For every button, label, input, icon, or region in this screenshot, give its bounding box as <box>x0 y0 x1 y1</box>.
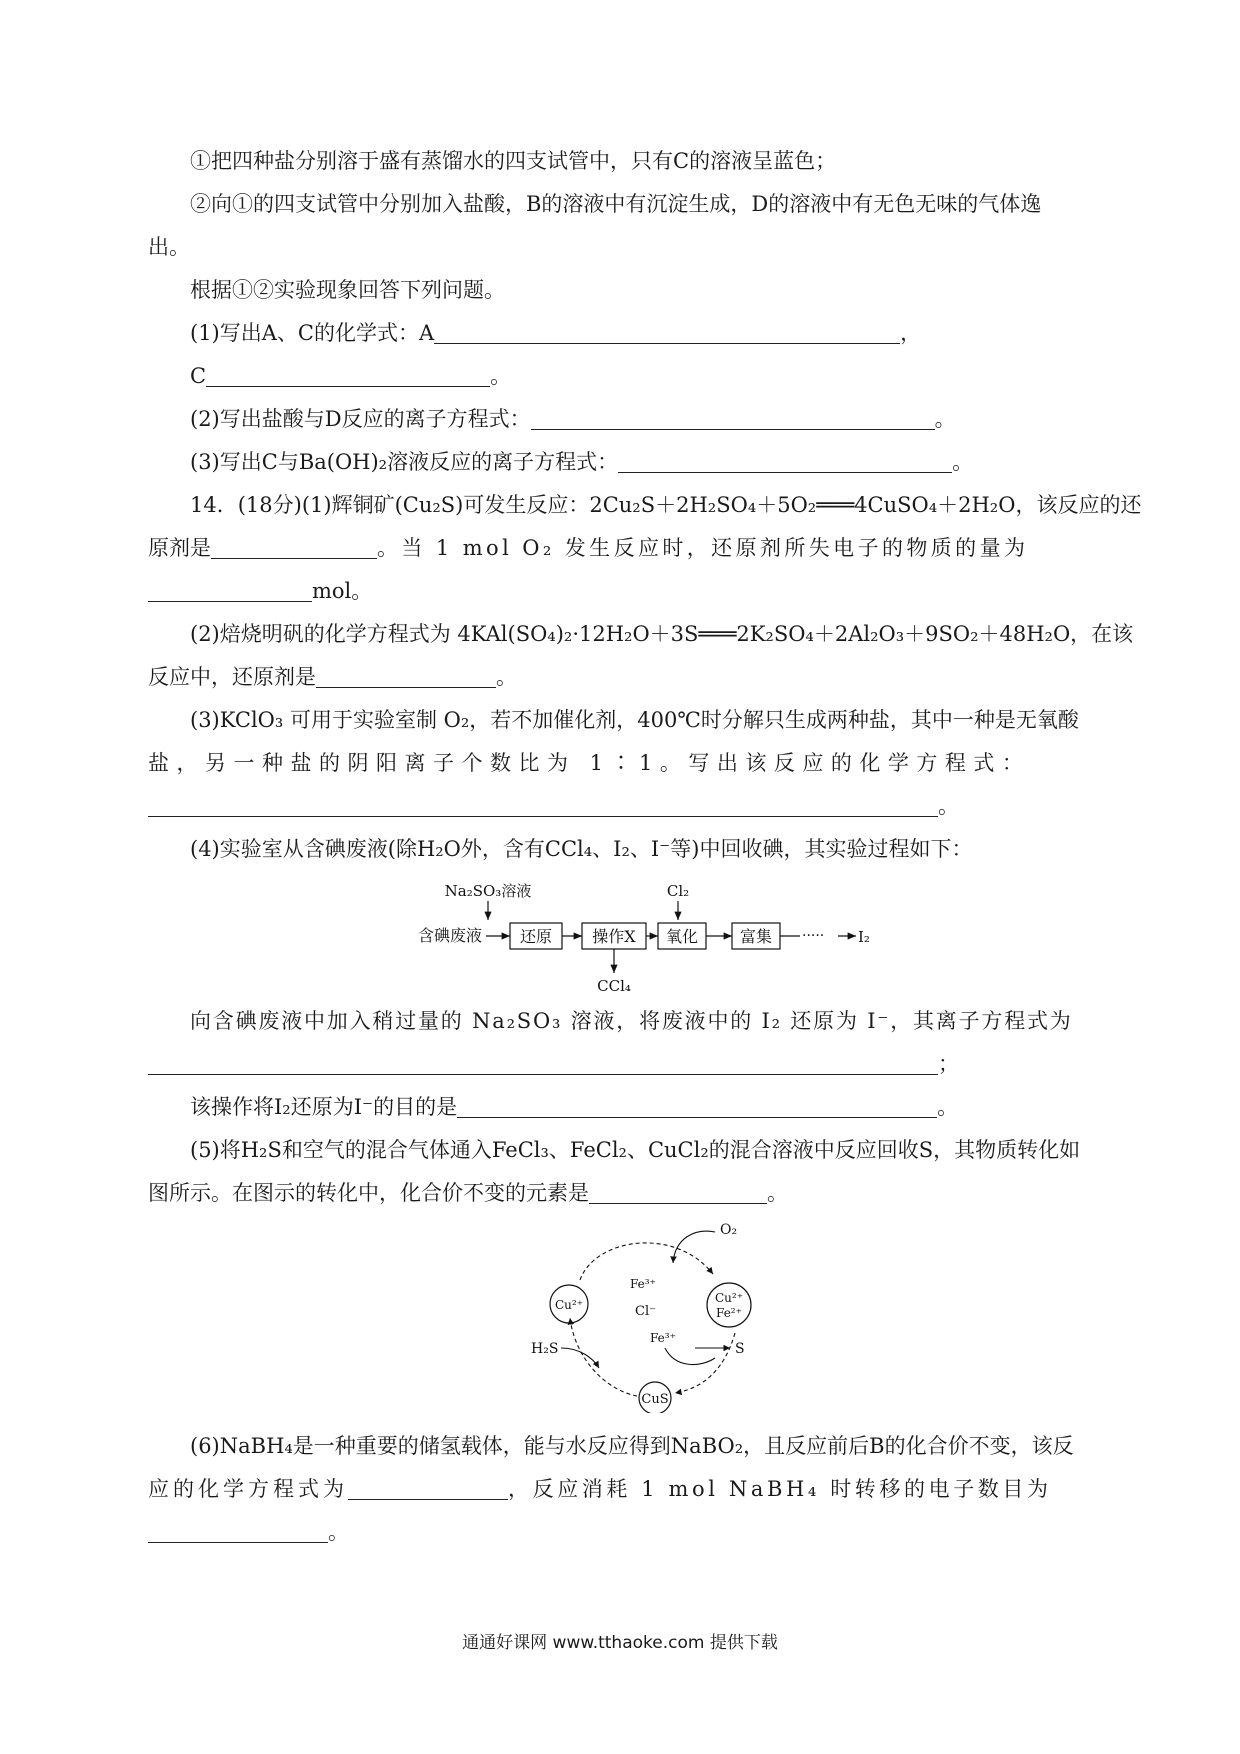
question-2-prompt: (2)写出盐酸与D反应的离子方程式： <box>190 407 531 431</box>
cu2-fe2-node <box>707 1283 751 1327</box>
text-fragment: 原剂是 <box>148 536 211 560</box>
question-14-4-line-2 <box>148 1000 1093 1043</box>
question-14-6-line-3 <box>148 1511 1093 1554</box>
question-14-4-line: (4)实验室从含碘废液(除H₂O外，含有CCl₄、I₂、I⁻等)中回收碘，其实验过程如下： <box>190 837 973 861</box>
answer-blank[interactable] <box>148 792 938 817</box>
cl-label: Cl⁻ <box>635 1304 656 1319</box>
text-line: ②向①的四支试管中分别加入盐酸，B的溶液中有沉淀生成，D的溶液中有无色无味的气体逸 <box>190 192 1042 216</box>
text-fragment: 。 <box>496 665 517 689</box>
question-1-line <box>148 312 1093 355</box>
question-14-2-line-2 <box>148 656 1093 699</box>
answer-blank[interactable] <box>618 448 952 473</box>
punct: 。 <box>490 364 512 388</box>
h2s-arrow <box>561 1348 599 1368</box>
punct: 。 <box>938 794 959 818</box>
o2-arrow <box>673 1231 715 1263</box>
punct: 。 <box>937 1095 959 1119</box>
answer-blank[interactable] <box>148 1518 328 1543</box>
cycle-arrow <box>570 1318 637 1396</box>
question-14-5-line-2 <box>148 1172 1093 1215</box>
question-14-3-line-2: 盐，另一种盐的阴阳离子个数比为 1∶1。写出该反应的化学方程式： <box>148 751 1031 775</box>
text-fragment: 反应中，还原剂是 <box>148 665 316 689</box>
cu2-label: Cu²⁺ <box>554 1298 584 1312</box>
punct: 。 <box>952 450 974 474</box>
dots: ····· <box>802 928 825 944</box>
fe3-mid-label: Fe³⁺ <box>650 1331 676 1345</box>
text-line: 出。 <box>148 235 190 259</box>
answer-blank-a[interactable] <box>434 319 900 344</box>
question-3-line <box>148 441 1093 484</box>
punct: 。 <box>934 407 956 431</box>
answer-blank[interactable] <box>148 1050 938 1075</box>
cu2-label-right: Cu²⁺ <box>714 1291 744 1305</box>
question-14-6-line-2 <box>148 1468 1093 1511</box>
h2s-label: H₂S <box>531 1341 559 1357</box>
answer-blank[interactable] <box>531 405 935 430</box>
text-fragment: ，反应消耗 1 mol NaBH₄ 时转移的电子数目为 <box>508 1477 1052 1501</box>
question-14-4-line-3 <box>148 1043 1093 1086</box>
step-operation-x-label: 操作X <box>592 927 636 946</box>
punct: 。 <box>328 1520 349 1544</box>
text-fragment: 该操作将I₂还原为I⁻的目的是 <box>190 1095 458 1119</box>
question-14-3-line-3 <box>148 785 1093 828</box>
fe3-arrow <box>665 1348 715 1365</box>
answer-blank[interactable] <box>316 663 496 688</box>
step-enrichment-label: 富集 <box>739 927 773 946</box>
fe3-top-label: Fe³⁺ <box>630 1277 656 1291</box>
ccl4-label: CCl₄ <box>597 977 631 995</box>
iodine-recovery-flowchart <box>400 868 880 1003</box>
question-14-2-line: (2)焙烧明矾的化学方程式为 4KAl(SO₄)₂·12H₂O＋3S═══2K₂SO₄＋2Al₂O₃＋9SO₂＋48H₂O，在该 <box>190 622 1134 646</box>
text-line: 根据①②实验现象回答下列问题。 <box>190 278 505 302</box>
conversion-cycle-diagram <box>525 1218 775 1413</box>
answer-blank[interactable] <box>348 1475 508 1500</box>
o2-label: O₂ <box>720 1222 738 1238</box>
answer-blank[interactable] <box>148 577 312 602</box>
answer-blank-c[interactable] <box>206 362 490 387</box>
punct: ， <box>900 321 922 345</box>
answer-blank[interactable] <box>211 534 377 559</box>
punct: ； <box>938 1052 959 1076</box>
question-14-4-line-4 <box>148 1086 1093 1129</box>
s-label: S <box>735 1341 745 1357</box>
question-14-5-line: (5)将H₂S和空气的混合气体通入FeCl₃、FeCl₂、CuCl₂的混合溶液中反应回收S，其物质转化如 <box>190 1138 1081 1162</box>
text-fragment: 向含碘废液中加入稍过量的 Na₂SO₃ 溶液，将废液中的 I₂ 还原为 I⁻，其离子方程式为 <box>190 1009 1073 1033</box>
text-fragment: 图所示。在图示的转化中，化合价不变的元素是 <box>148 1181 589 1205</box>
text-fragment: 应的化学方程式为 <box>148 1477 348 1501</box>
answer-blank[interactable] <box>457 1093 937 1118</box>
start-label: 含碘废液 <box>418 926 483 945</box>
answer-blank[interactable] <box>589 1179 767 1204</box>
cycle-arrow <box>580 1243 713 1280</box>
text-line: ①把四种盐分别溶于盛有蒸馏水的四支试管中，只有C的溶液呈蓝色； <box>190 149 837 173</box>
label-c: C <box>190 364 207 388</box>
question-1-line-2 <box>148 355 1093 398</box>
question-14-6-line: (6)NaBH₄是一种重要的储氢载体，能与水反应得到NaBO₂，且反应前后B的化合价不变，该反 <box>190 1434 1074 1458</box>
page-footer: 通通好课网 www.tthaoke.com 提供下载 <box>462 1633 778 1653</box>
punct: 。 <box>767 1181 788 1205</box>
question-3-prompt: (3)写出C与Ba(OH)₂溶液反应的离子方程式： <box>190 450 619 474</box>
step-reduction-label: 还原 <box>519 927 553 946</box>
text-fragment: mol。 <box>312 579 373 603</box>
question-14-1-line <box>148 527 1093 570</box>
cus-label: CuS <box>641 1392 669 1407</box>
end-i2-label: I₂ <box>858 928 870 946</box>
text-fragment: 。当 1 mol O₂ 发生反应时，还原剂所失电子的物质的量为 <box>377 536 1029 560</box>
step-oxidation-label: 氧化 <box>665 927 699 946</box>
reagent-cl2-label: Cl₂ <box>666 882 690 900</box>
fe2-label: Fe²⁺ <box>716 1306 742 1320</box>
question-2-line <box>148 398 1093 441</box>
question-14-3-line: (3)KClO₃ 可用于实验室制 O₂，若不加催化剂，400℃时分解只生成两种盐，其中一种是无氧酸 <box>190 708 1079 732</box>
reagent-na2so3-label: Na₂SO₃溶液 <box>444 882 532 900</box>
question-1-prompt: (1)写出A、C的化学式：A <box>190 321 435 345</box>
question-14-1-line-2 <box>148 570 1093 613</box>
question-14-heading: 14．(18分)(1)辉铜矿(Cu₂S)可发生反应：2Cu₂S＋2H₂SO₄＋5O₂═══4CuSO₄＋2H₂O，该反应的还 <box>190 493 1142 517</box>
